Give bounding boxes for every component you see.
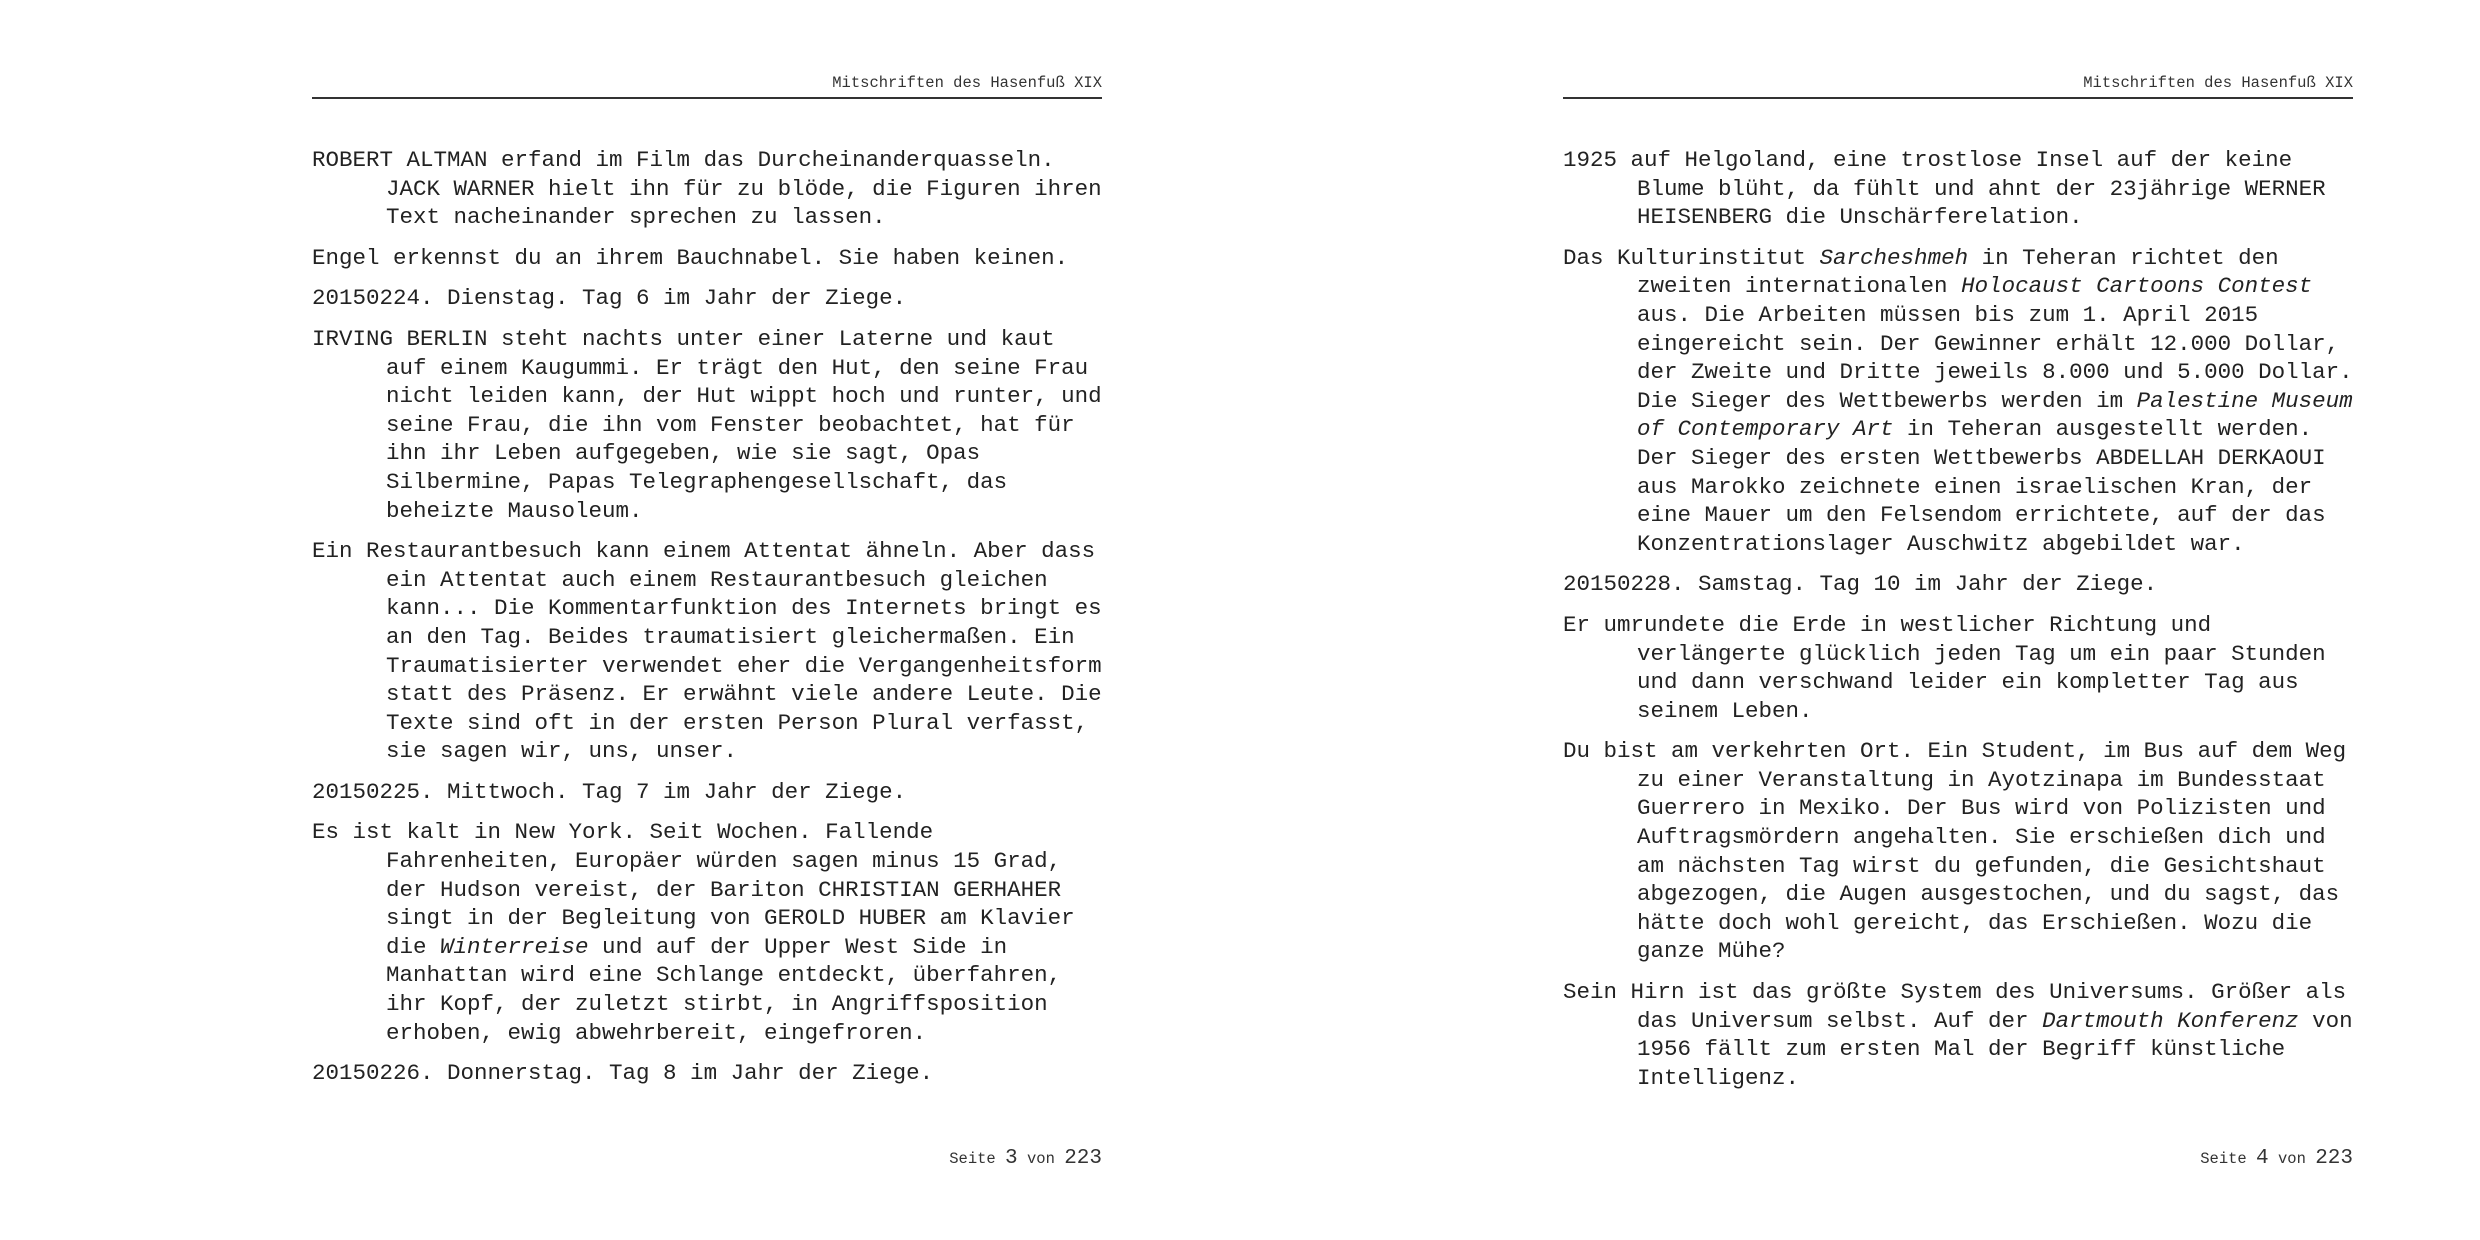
text-run: und auf der Upper West Side in Manhattan wird eine Schlange entdeckt, überfahren, ihr Kopf, der zuletzt stirbt, in Angriffsposition erhoben, ewig abwehrbereit, eingefroren.	[386, 933, 1062, 1046]
paragraph	[312, 818, 1102, 1047]
paragraph	[312, 325, 1102, 525]
text-run: Du bist am verkehrten Ort. Ein Student, im Bus auf dem Weg zu einer Veranstaltung in Ayotzinapa im Bundesstaat Guerrero in Mexiko. Der Bus wird von Polizisten und Auftragsmördern angehalten. Sie erschießen dich und am nächsten Tag wirst du gefunden, die Gesichtshaut abgezogen, die Augen ausgestochen, und du sagst, das hätte doch wohl gereicht, das Erschießen. Wozu die ganze Mühe?	[1563, 738, 2347, 965]
text-run: ROBERT ALTMAN erfand im Film das Durcheinanderquasseln. JACK WARNER hielt ihn für zu blöde, die Figuren ihren Text nacheinander sprechen zu lassen.	[312, 147, 1102, 231]
paragraph	[1563, 611, 2353, 725]
paragraph	[312, 146, 1102, 232]
page-number	[2200, 1147, 2353, 1170]
italic-text: Holocaust Cartoons Contest	[1961, 273, 2313, 300]
paragraph	[312, 244, 1102, 273]
text-run: Es ist kalt in New York. Seit Wochen. Fallende Fahrenheiten, Europäer würden sagen minus 15 Grad, der Hudson vereist, der Bariton CHRISTIAN GERHAHER singt in der Begleitung von GEROLD HUBER am Klavier die	[312, 819, 1075, 960]
italic-text: Winterreise	[440, 933, 589, 960]
text-run: Das Kulturinstitut	[1563, 244, 1820, 271]
italic-text: Dartmouth Konferenz	[2042, 1007, 2299, 1034]
running-header: Mitschriften des Hasenfuß XIX	[832, 74, 1102, 92]
text-run: von 1956 fällt zum ersten Mal der Begriff künstliche Intelligenz.	[1637, 1007, 2353, 1091]
page-body	[1563, 146, 2353, 1104]
paragraph	[1563, 570, 2353, 599]
paragraph	[312, 1059, 1102, 1088]
right-page	[1563, 0, 2353, 1240]
page-label: Seite	[949, 1150, 996, 1168]
paragraph	[312, 537, 1102, 766]
text-run: Er umrundete die Erde in westlicher Richtung und verlängerte glücklich jeden Tag um ein paar Stunden und dann verschwand leider ein kompletter Tag aus seinem Leben.	[1563, 611, 2326, 724]
header-rule	[312, 97, 1102, 99]
page-number	[949, 1147, 1102, 1170]
page-of: von	[2277, 1150, 2306, 1168]
text-run: Ein Restaurantbesuch kann einem Attentat ähneln. Aber dass ein Attentat auch einem Restaurantbesuch gleichen kann... Die Kommentarfunktion des Internets bringt es an den Tag. Beides traumatisiert gleichermaßen. Ein Traumatisierter verwendet eher die Vergangenheitsform statt des Präsenz. Er erwähnt viele andere Leute. Die Texte sind oft in der ersten Person Plural verfasst, sie sagen wir, uns, unser.	[312, 538, 1102, 765]
page-total: 223	[1064, 1147, 1102, 1170]
paragraph	[1563, 737, 2353, 966]
page-current: 3	[1005, 1147, 1018, 1170]
paragraph	[312, 284, 1102, 313]
text-run: aus. Die Arbeiten müssen bis zum 1. April 2015 eingereicht sein. Der Gewinner erhält 12.000 Dollar, der Zweite und Dritte jeweils 8.000 und 5.000 Dollar. Die Sieger des Wettbewerbs werden im	[1637, 301, 2353, 414]
page-of: von	[1026, 1150, 1055, 1168]
text-run: Engel erkennst du an ihrem Bauchnabel. Sie haben keinen.	[312, 244, 1069, 271]
italic-text: Sarcheshmeh	[1819, 244, 1969, 271]
paragraph	[1563, 146, 2353, 232]
page-body	[312, 146, 1102, 1100]
paragraph	[312, 778, 1102, 807]
text-run: IRVING BERLIN steht nachts unter einer Laterne und kaut auf einem Kaugummi. Er trägt den Hut, den seine Frau nicht leiden kann, der Hut wippt hoch und runter, und seine Frau, die ihn vom Fenster beobachtet, hat für ihn ihr Leben aufgegeben, wie sie sagt, Opas Silbermine, Papas Telegraphengesellschaft, das beheizte Mausoleum.	[312, 325, 1102, 524]
header-rule	[1563, 97, 2353, 99]
page-current: 4	[2256, 1147, 2269, 1170]
text-run: Sein Hirn ist das größte System des Universums. Größer als das Universum selbst. Auf der	[1563, 979, 2347, 1034]
italic-text: Palestine Museum of Contemporary Art	[1637, 387, 2353, 443]
page-total: 223	[2315, 1147, 2353, 1170]
text-run: in Teheran richtet den zweiten internationalen	[1637, 244, 2279, 300]
text-run: 20150228. Samstag. Tag 10 im Jahr der Ziege.	[1563, 571, 2158, 598]
text-run: in Teheran ausgestellt werden. Der Sieger des ersten Wettbewerbs ABDELLAH DERKAOUI aus Marokko zeichnete einen israelischen Kran, der eine Mauer um den Felsendom errichtete, auf der das Konzentrationslager Auschwitz abgebildet war.	[1637, 416, 2326, 557]
text-run: 20150225. Mittwoch. Tag 7 im Jahr der Ziege.	[312, 778, 907, 805]
running-header: Mitschriften des Hasenfuß XIX	[2083, 74, 2353, 92]
text-run: 1925 auf Helgoland, eine trostlose Insel auf der keine Blume blüht, da fühlt und ahnt der 23jährige WERNER HEISENBERG die Unschärferelation.	[1563, 147, 2326, 231]
left-page	[312, 0, 1102, 1240]
paragraph	[1563, 244, 2353, 559]
text-run: 20150226. Donnerstag. Tag 8 im Jahr der Ziege.	[312, 1060, 934, 1087]
text-run: 20150224. Dienstag. Tag 6 im Jahr der Ziege.	[312, 285, 907, 312]
paragraph	[1563, 978, 2353, 1092]
page-label: Seite	[2200, 1150, 2247, 1168]
